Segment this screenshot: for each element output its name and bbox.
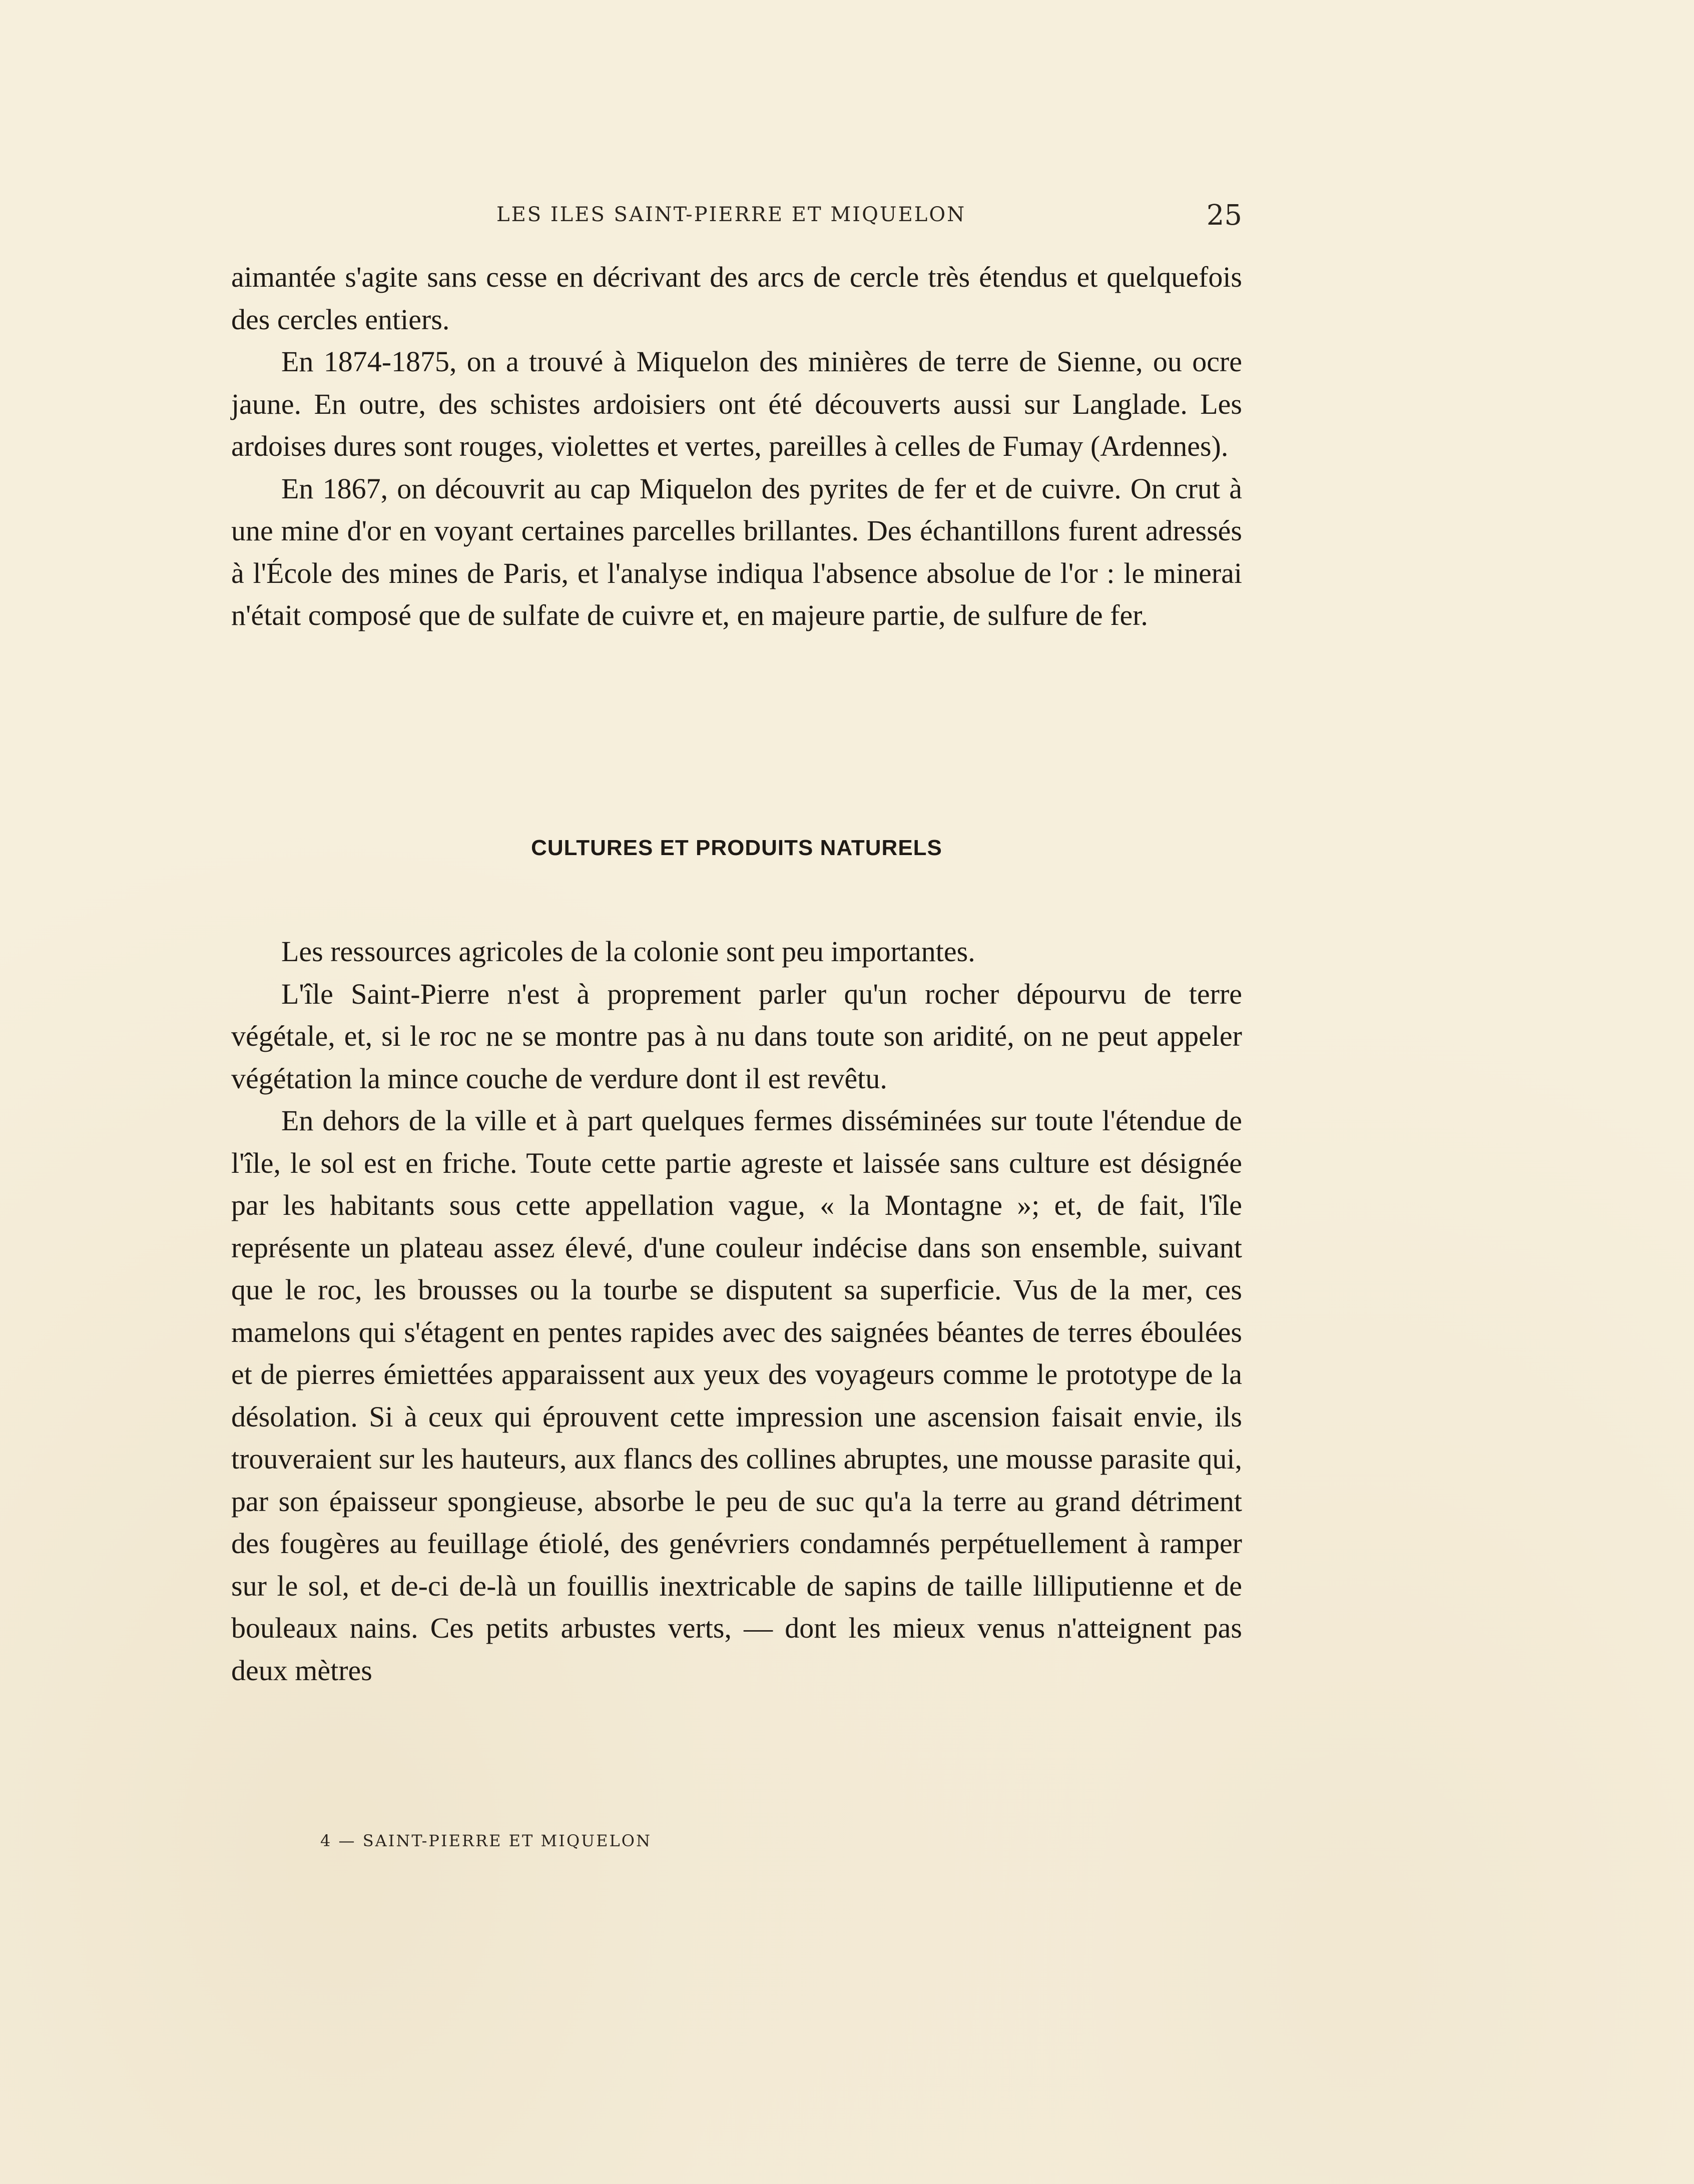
text-block-cultures	[231, 931, 1242, 1692]
running-head	[231, 199, 1242, 234]
paragraph: aimantée s'agite sans cesse en décrivant des arcs de cercle très étendus et quelquefois des cercles entiers.	[231, 261, 1242, 336]
signature-mark: 4 — SAINT-PIERRE ET MIQUELON	[320, 1831, 652, 1850]
section-heading: CULTURES ET PRODUITS NATURELS	[531, 836, 942, 860]
page-number: 25	[1206, 199, 1242, 232]
paragraph: Les ressources agricoles de la colonie sont peu importantes.	[281, 935, 975, 968]
paragraph: En dehors de la ville et à part quelques fermes disséminées sur toute l'étendue de l'île, le sol est en friche. Toute cette partie agreste et laissée sans culture est désignée par les habitants sous cette appellation vague, « la Montagne »; et, de fait, l'île représente un plateau assez élevé, d'une couleur indécise dans son ensemble, suivant que le roc, les brousses ou la tourbe se disputent sa superficie. Vus de la mer, ces mamelons qui s'étagent en pentes rapides avec des saignées béantes de terres éboulées et de pierres émiettées apparaissent aux yeux des voyageurs comme le prototype de la désolation. Si à ceux qui éprouvent cette impression une ascension faisait envie, ils trouveraient sur les hauteurs, aux flancs des collines abruptes, une mousse parasite qui, par son épaisseur spongieuse, absorbe le peu de suc qu'a la terre au grand détriment des fougères au feuillage étiolé, des genévriers condamnés perpétuellement à ramper sur le sol, et de-ci de-là un fouillis inextricable de sapins de taille lilliputienne et de bouleaux nains. Ces petits arbustes verts, — dont les mieux venus n'atteignent pas deux mètres	[231, 1104, 1242, 1687]
text-block-minerals	[231, 256, 1242, 637]
running-title: LES ILES SAINT-PIERRE ET MIQUELON	[496, 203, 966, 226]
paragraph: En 1867, on découvrit au cap Miquelon des pyrites de fer et de cuivre. On crut à une mine d'or en voyant certaines parcelles brillantes. Des échantillons furent adressés à l'École des mines de Paris, et l'analyse indiqua l'absence absolue de l'or : le minerai n'était composé que de sulfate de cuivre et, en majeure partie, de sulfure de fer.	[231, 472, 1242, 631]
paragraph: En 1874-1875, on a trouvé à Miquelon des minières de terre de Sienne, ou ocre jaune. En outre, des schistes ardoisiers ont été découverts aussi sur Langlade. Les ardoises dures sont rouges, violettes et vertes, pareilles à celles de Fumay (Ardennes).	[231, 345, 1242, 462]
paragraph: L'île Saint-Pierre n'est à proprement parler qu'un rocher dépourvu de terre végétale, et, si le roc ne se montre pas à nu dans toute son aridité, on ne peut appeler végétation la mince couche de verdure dont il est revêtu.	[231, 977, 1242, 1095]
